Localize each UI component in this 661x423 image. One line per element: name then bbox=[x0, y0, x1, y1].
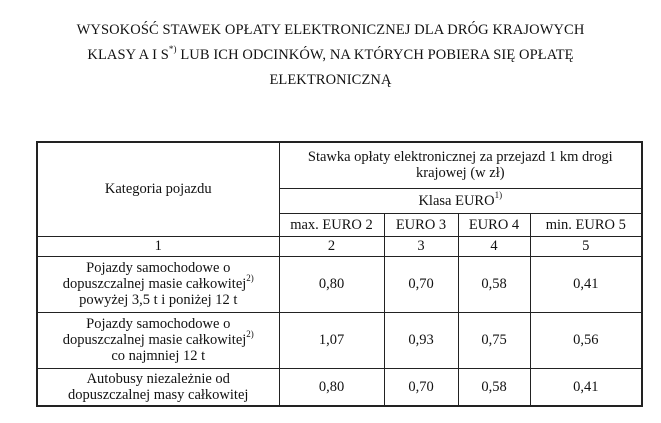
rate-header-cell bbox=[279, 142, 642, 188]
table-row bbox=[37, 256, 642, 312]
column-number: 3 bbox=[384, 236, 458, 256]
rate-value: 0,80 bbox=[279, 368, 384, 406]
vehicle-category-line: Autobusy niezależnie od bbox=[86, 370, 230, 387]
title-line-2-end: LUB ICH ODCINKÓW, NA KTÓRYCH POBIERA SIĘ OPŁATĘ bbox=[176, 47, 574, 63]
column-number: 5 bbox=[530, 236, 642, 256]
class-header: Klasa EURO bbox=[418, 192, 495, 209]
rate-value: 0,70 bbox=[384, 256, 458, 312]
euro-class-header: min. EURO 5 bbox=[530, 213, 642, 236]
column-number: 2 bbox=[279, 236, 384, 256]
table-row bbox=[37, 312, 642, 368]
vehicle-category-line: powyżej 3,5 t i poniżej 12 t bbox=[79, 292, 238, 308]
rates-table bbox=[36, 141, 643, 407]
rate-value: 0,80 bbox=[279, 256, 384, 312]
vehicle-category-line bbox=[41, 273, 276, 292]
rate-value: 1,07 bbox=[279, 312, 384, 368]
vehicle-category-footnote: 2) bbox=[246, 329, 254, 340]
euro-class-header: EURO 3 bbox=[384, 213, 458, 236]
vehicle-category-line: dopuszczalnej masy całkowitej bbox=[68, 386, 249, 403]
rate-value: 0,41 bbox=[530, 256, 642, 312]
category-header-cell bbox=[37, 142, 279, 236]
title-line-2 bbox=[20, 43, 641, 68]
column-number: 4 bbox=[458, 236, 530, 256]
rate-header: Stawka opłaty elektronicznej za przejazd 1 km drogi krajowej (w zł) bbox=[307, 149, 613, 182]
vehicle-category-line: Pojazdy samochodowe o bbox=[86, 316, 231, 332]
vehicle-category-cell bbox=[37, 368, 279, 406]
rate-value: 0,41 bbox=[530, 368, 642, 406]
document-title bbox=[20, 18, 641, 93]
title-line-1: WYSOKOŚĆ STAWEK OPŁATY ELEKTRONICZNEJ DLA DRÓG KRAJOWYCH bbox=[76, 22, 585, 38]
euro-class-header: EURO 4 bbox=[458, 213, 530, 236]
table-row bbox=[37, 368, 642, 406]
vehicle-category-footnote: 2) bbox=[246, 273, 254, 284]
rate-value: 0,70 bbox=[384, 368, 458, 406]
vehicle-category-text: dopuszczalnej masie całkowitej bbox=[62, 276, 247, 292]
column-number: 1 bbox=[37, 236, 279, 256]
rate-value: 0,56 bbox=[530, 312, 642, 368]
vehicle-category-text: dopuszczalnej masie całkowitej bbox=[62, 332, 247, 348]
title-line-2-start: KLASY A I S bbox=[87, 47, 169, 63]
class-header-cell bbox=[279, 188, 642, 213]
title-line-3: ELEKTRONICZNĄ bbox=[269, 72, 392, 88]
category-header: Kategoria pojazdu bbox=[104, 181, 212, 198]
class-header-footnote: 1) bbox=[494, 189, 503, 200]
rate-value: 0,58 bbox=[458, 256, 530, 312]
rate-value: 0,93 bbox=[384, 312, 458, 368]
vehicle-category-line: co najmniej 12 t bbox=[111, 348, 206, 364]
vehicle-category-line: Pojazdy samochodowe o bbox=[86, 260, 231, 276]
rate-value: 0,75 bbox=[458, 312, 530, 368]
euro-class-header: max. EURO 2 bbox=[279, 213, 384, 236]
vehicle-category-cell bbox=[37, 256, 279, 312]
rate-value: 0,58 bbox=[458, 368, 530, 406]
title-footnote-marker: *) bbox=[168, 44, 177, 55]
vehicle-category-cell bbox=[37, 312, 279, 368]
vehicle-category-line bbox=[41, 329, 276, 348]
